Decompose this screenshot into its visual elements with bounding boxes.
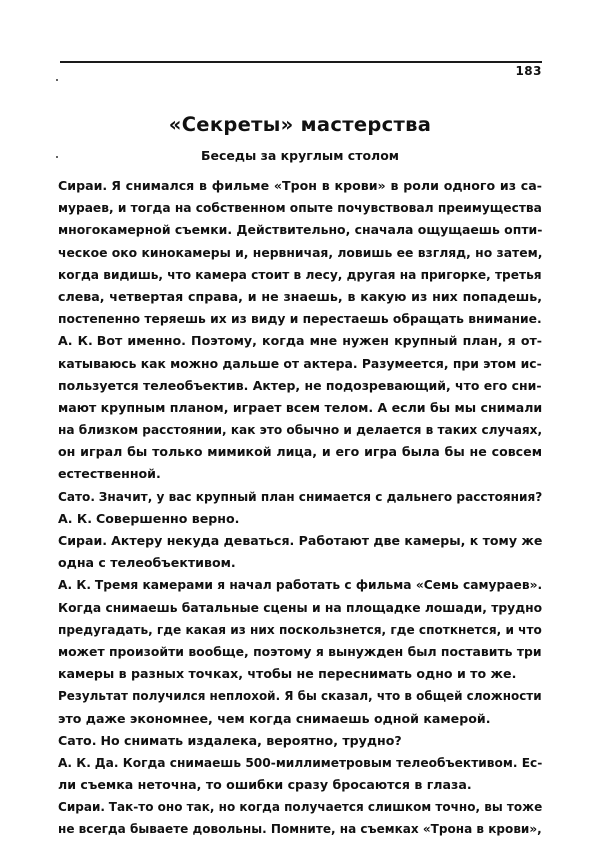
- line-text: это даже экономнее, чем когда снимаешь одной камерой.: [58, 710, 491, 726]
- line-text: естественной.: [58, 466, 161, 482]
- line-text: мают крупным планом, играет всем телом. А если бы мы снимали: [58, 399, 543, 415]
- text-line: [58, 264, 542, 286]
- text-line: [58, 441, 542, 463]
- text-line: [58, 818, 542, 840]
- text-line: [58, 574, 543, 596]
- line-text: пользуется телеобъектив. Актер, не подозревающий, что его сни-: [58, 377, 542, 393]
- line-text: Вот именно. Поэтому, когда мне нужен крупный план, я от-: [96, 333, 542, 349]
- line-text: не всегда бываете довольны. Помните, на съемках «Трона в крови»,: [58, 821, 542, 837]
- speaker-label: Сираи.: [58, 533, 108, 548]
- scan-speck: [56, 79, 58, 81]
- text-line: [58, 663, 542, 685]
- line-text: Да. Когда снимаешь 500-миллиметровым телеобъективом. Ес-: [94, 754, 543, 770]
- text-line: [58, 708, 542, 730]
- page-subtitle: Беседы за круглым столом: [200, 148, 400, 163]
- body-text: [58, 175, 542, 841]
- line-text: Совершенно верно.: [96, 510, 240, 526]
- line-text: Когда снимаешь батальные сцены и на площадке лошади, трудно: [58, 599, 543, 615]
- speaker-label: Сато.: [58, 488, 95, 504]
- line-text: мураев, и тогда на собственном опыте почувствовал преимущества: [58, 200, 542, 216]
- line-text: он играл бы только мимикой лица, и его игра была бы не совсем: [58, 444, 542, 460]
- line-text: предугадать, где какая из них поскользнется, где споткнется, и что: [58, 621, 542, 637]
- text-line: [58, 641, 542, 663]
- line-text: Но снимать издалека, вероятно, трудно?: [100, 732, 402, 748]
- header-rule: [60, 61, 542, 63]
- line-text: когда видишь, что камера стоит в лесу, другая на пригорке, третья: [58, 266, 542, 282]
- line-text: ли съемка неточна, то ошибки сразу бросаются в глаза.: [58, 777, 472, 793]
- text-line: [58, 486, 543, 508]
- line-text: камеры в разных точках, чтобы не переснимать одно и то же.: [58, 666, 517, 682]
- speaker-label: Сато.: [58, 732, 97, 748]
- line-text: Я снимался в фильме «Трон в крови» в роли одного из са-: [111, 178, 542, 193]
- speaker-label: А. К.: [58, 333, 93, 349]
- text-line: [58, 730, 542, 752]
- text-line: [58, 419, 543, 441]
- line-text: Так-то оно так, но когда получается слишком точно, вы тоже: [108, 799, 543, 815]
- speaker-label: А. К.: [58, 754, 91, 770]
- text-line: [58, 308, 542, 330]
- text-line: [58, 752, 543, 774]
- line-text: одна с телеобъективом.: [58, 555, 236, 571]
- text-line: [58, 463, 542, 485]
- text-line: [58, 375, 542, 397]
- text-line: [58, 330, 542, 352]
- speaker-label: А. К.: [58, 577, 92, 593]
- line-text: многокамерной съемки. Действительно, сначала ощущаешь опти-: [58, 222, 543, 238]
- text-line: [58, 508, 542, 530]
- line-text: Значит, у вас крупный план снимается с дальнего расстояния?: [98, 488, 543, 504]
- text-line: [58, 175, 542, 197]
- line-text: Актеру некуда деваться. Работают две камеры, к тому же: [111, 533, 543, 548]
- text-line: [58, 774, 542, 796]
- line-text: на близком расстоянии, как это обычно и делается в таких случаях,: [58, 422, 543, 438]
- line-text: ческое око кинокамеры и, нервничая, ловишь ее взгляд, но затем,: [58, 244, 543, 260]
- line-text: Тремя камерами я начал работать с фильма «Семь самураев».: [94, 577, 543, 593]
- text-line: [58, 552, 542, 574]
- line-text: катываюсь как можно дальше от актера. Разумеется, при этом ис-: [58, 355, 542, 371]
- page-number: 183: [515, 64, 542, 78]
- text-line: [58, 219, 543, 241]
- speaker-label: Сираи.: [58, 178, 108, 193]
- text-line: [58, 197, 542, 219]
- text-line: [58, 619, 542, 641]
- text-line: [58, 685, 542, 707]
- text-line: [58, 597, 543, 619]
- text-line: [58, 796, 543, 818]
- line-text: может произойти вообще, поэтому я вынужден был поставить три: [58, 643, 542, 659]
- page-title: «Секреты» мастерства: [168, 113, 432, 136]
- line-text: Результат получился неплохой. Я бы сказал, что в общей сложности: [58, 688, 542, 704]
- speaker-label: А. К.: [58, 510, 92, 526]
- speaker-label: Сираи.: [58, 799, 105, 815]
- line-text: слева, четвертая справа, и не знаешь, в какую из них попадешь,: [58, 288, 542, 304]
- text-line: [58, 286, 542, 308]
- text-line: [58, 353, 542, 375]
- text-line: [58, 530, 541, 552]
- text-line: [58, 242, 543, 264]
- text-line: [58, 397, 541, 419]
- line-text: постепенно теряешь их из виду и перестаешь обращать внимание.: [58, 311, 542, 327]
